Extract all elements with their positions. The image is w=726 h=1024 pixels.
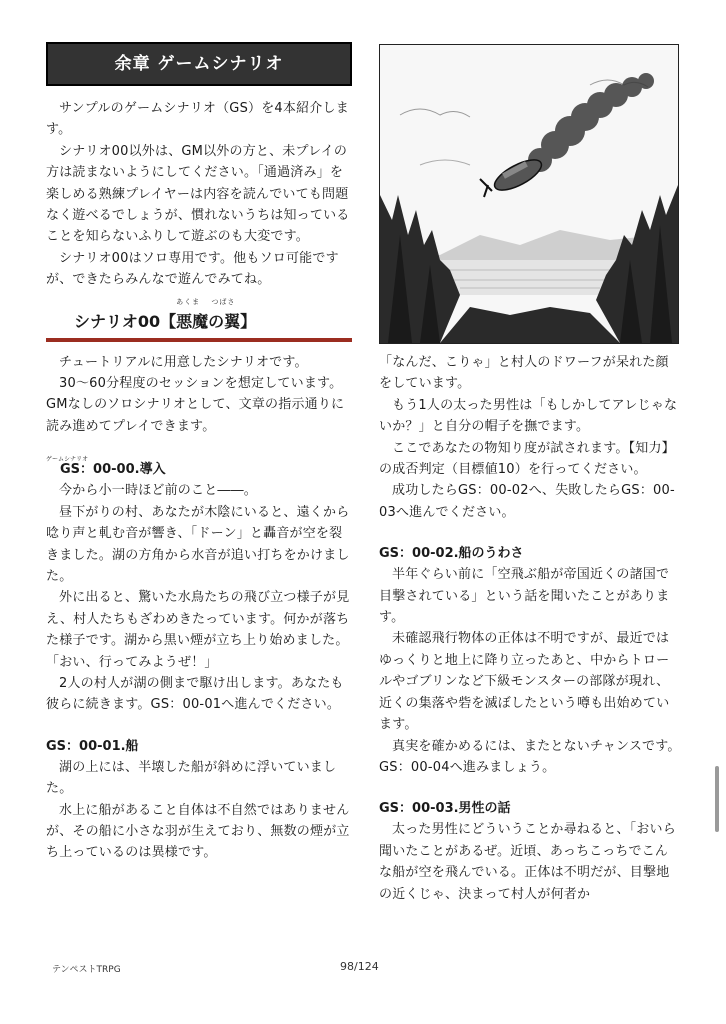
gs0001-para-2: 水上に船があること自体は不自然ではありませんが、その船に小さな羽が生えており、無数の煙が立ち上っているのは異様です。 [46,802,350,861]
right-cont-para-3: 成功したらGS：00-02へ、失敗したらGS：00-03へ進んでください。 [379,483,675,520]
section-heading-gs0002: GS：00-02.船のうわさ [379,546,524,562]
scenario-intro-1: チュートリアルに用意したシナリオです。 [59,354,308,370]
left-column [46,42,352,864]
intro-para-3: シナリオ00はソロ専用です。他もソロ可能ですが、できたらみんなで遊んでみてね。 [46,250,339,288]
page-number: 98/124 [340,960,379,973]
gs0002-para-2: 未確認飛行物体の正体は不明ですが、最近ではゆっくりと地上に降り立ったあと、中からトロールやゴブリンなど下級モンスターの部隊が現れ、近くの集落や砦を滅ぼしたという噂も出始めています。 [379,631,670,733]
intro-para-1: サンプルのゲームシナリオ（GS）を4本紹介します。 [46,101,349,138]
gs0000-para-2: 昼下がりの村、あなたが木陰にいると、遠くから唸り声と軋む音が響き、「ドーン」と轟音が空を裂きました。湖の方角から水音が追い打ちをかけました。 [46,504,350,584]
scenario-title [46,297,352,332]
gs-label: GS [60,462,81,478]
scenario-intro-2: 30〜60分程度のセッションを想定しています。GMなしのソロシナリオとして、文章の指示通りに読み進めてプレイできます。 [46,376,345,434]
right-column [379,44,681,905]
scenario-title-name: 悪魔の翼 [176,311,241,331]
right-cont-para-1: もう1人の太った男性は「もしかしてアレじゃないか？」と自分の帽子を撫でます。 [379,397,678,435]
footer-book-title: テンペストTRPG [52,965,121,975]
flying-ship-illustration [379,44,679,344]
scenario-title-prefix: シナリオ00【 [74,311,177,331]
section-heading-gs0003: GS：00-03.男性の話 [379,801,511,817]
gs0000-para-1: 今から小一時ほど前のこと――。 [59,483,258,499]
gs0002-para-3: 真実を確かめるには、またとないチャンスです。GS：00-04へ進みましょう。 [379,738,681,775]
gs0000-title: ：00-00.導入 [80,462,166,478]
gs-ruby: ゲームシナリオ [46,456,88,464]
gs0003-para-1: 太った男性にどういうことか尋ねると、「おいら聞いたことがあるぜ。近頃、あっちこっちでこんな船が空を飛んでいる。正体は不明だが、目撃地の近くじゃ、決まって村人が何者か [379,822,676,902]
right-cont-para-2: ここであなたの物知り度が試されます。【知力】の成否判定（目標値10）を行ってください。 [379,440,675,478]
gs0002-para-1: 半年ぐらい前に「空飛ぶ船が帝国近くの諸国で目撃されている」という話を聞いたことがあります。 [379,567,670,626]
gs0001-para-1: 湖の上には、半壊した船が斜めに浮いていました。 [46,759,337,797]
intro-block [46,98,352,291]
section-heading-gs0001: GS：00-01.船 [46,738,139,754]
intro-para-2: シナリオ00以外は、GM以外の方と、未プレイの方は読まないようにしてください。「通過済み」を楽しめる熟練プレイヤーは内容を読んでいても問題なく遊べるでしょうが、慣れないうちは知っていることを知らないふりして遊ぶのも大変です。 [46,143,350,245]
scenario-title-ruby: あくま つばさ [176,297,236,306]
right-cont-first: 「なんだ、こりゃ」と村人のドワーフが呆れた顔をしています。 [379,355,669,392]
gs0000-para-4: 2人の村人が湖の側まで駆け出します。あなたも彼らに続きます。GS：00-01へ進んでください。 [46,675,344,713]
scenario-divider [46,338,352,342]
section-heading-gs0000 [46,456,352,480]
gs0000-para-3: 外に出ると、驚いた水鳥たちの飛び立つ様子が見え、村人たちもざわめきたっています。何かが落ちた様子です。湖から黒い煙が立ち上り始めました。 [46,590,350,649]
flying-ship-over-lake-image [380,45,678,343]
scenario-title-suffix: 】 [240,311,257,331]
gs0000-quote: 「おい、行ってみようぜ！」 [46,654,218,670]
scrollbar-thumb[interactable] [715,766,719,832]
chapter-title: 余章 ゲームシナリオ [46,42,352,86]
